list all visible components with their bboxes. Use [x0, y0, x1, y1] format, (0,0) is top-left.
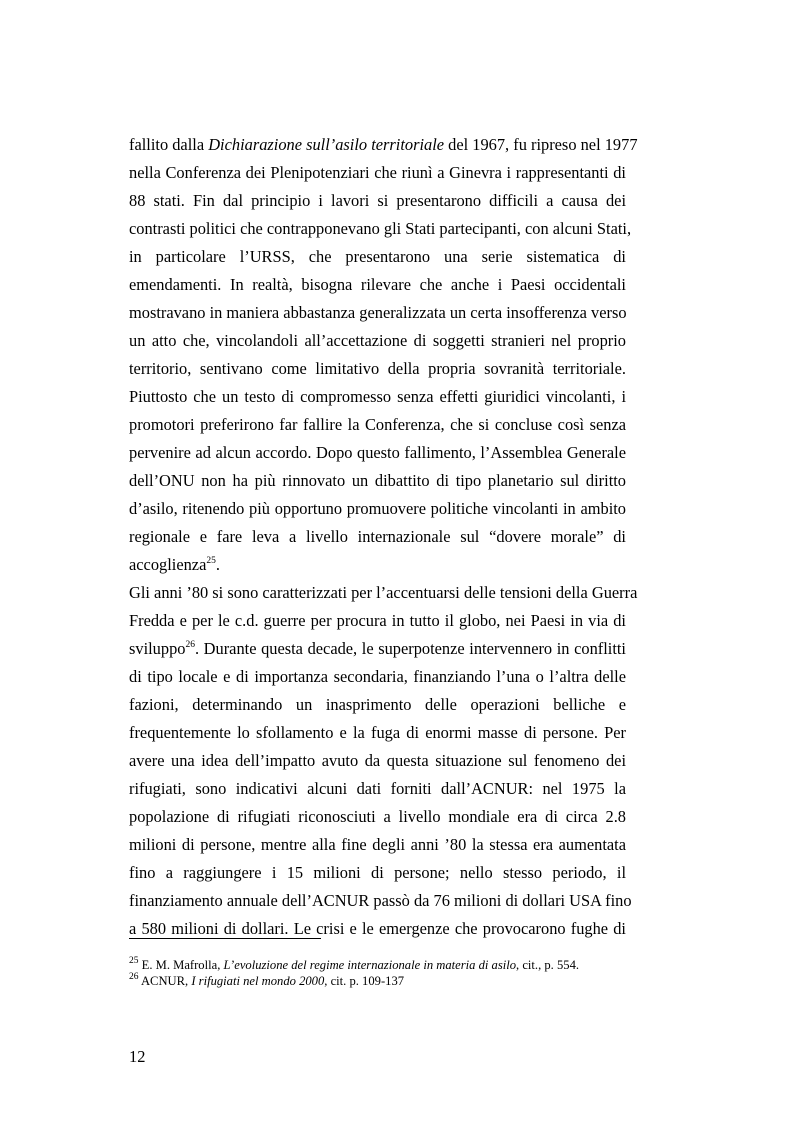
body-line: dell’ONU non ha più rinnovato un dibattito di tipo planetario sul diritto: [129, 471, 626, 490]
footnote-number: 26: [129, 971, 139, 982]
body-line: sviluppo$^{26}$. Durante questa decade, le superpotenze intervennero in conflitti: [129, 639, 626, 658]
footnote-number: 25: [129, 955, 139, 966]
body-line: accoglienza$^{25}$.: [129, 555, 220, 574]
body-line: Fredda e per le c.d. guerre per procura in tutto il globo, nei Paesi in via di: [129, 611, 626, 630]
footnote: $^{26}$ ACNUR, I rifugiati nel mondo 2000, cit. p. 109-137: [129, 971, 405, 988]
body-line: fazioni, determinando un inasprimento delle operazioni belliche e: [129, 695, 626, 714]
body-line: pervenire ad alcun accordo. Dopo questo fallimento, l’Assemblea Generale: [129, 443, 626, 462]
body-line: territorio, sentivano come limitativo della propria sovranità territoriale.: [129, 359, 626, 378]
italic-title: Dichiarazione sull’asilo territoriale: [208, 135, 445, 154]
body-line: d’asilo, ritenendo più opportuno promuovere politiche vincolanti in ambito: [129, 499, 626, 518]
body-line: regionale e fare leva a livello internazionale sul “dovere morale” di: [129, 527, 626, 546]
footnote-title: I rifugiati nel mondo 2000: [191, 974, 325, 988]
footnote-ref: 26: [185, 639, 195, 650]
body-line: milioni di persone, mentre alla fine degli anni ’80 la stessa era aumentata: [129, 835, 626, 854]
body-line: contrasti politici che contrapponevano gli Stati partecipanti, con alcuni Stati,: [129, 219, 632, 238]
footnote-separator: [129, 938, 321, 939]
footnote-ref: 25: [206, 555, 216, 566]
body-line: finanziamento annuale dell’ACNUR passò da 76 milioni di dollari USA fino: [129, 891, 632, 910]
body-line: avere una idea dell’impatto avuto da questa situazione sul fenomeno dei: [129, 751, 626, 770]
body-line: a 580 milioni di dollari. Le crisi e le emergenze che provocarono fughe di: [129, 919, 626, 938]
page-number: 12: [129, 1047, 146, 1066]
body-line: un atto che, vincolandoli all’accettazione di soggetti stranieri nel proprio: [129, 331, 626, 350]
body-line: Piuttosto che un testo di compromesso senza effetti giuridici vincolanti, i: [129, 387, 626, 406]
body-line: emendamenti. In realtà, bisogna rilevare che anche i Paesi occidentali: [129, 275, 626, 294]
body-line: frequentemente lo sfollamento e la fuga di enormi masse di persone. Per: [129, 723, 626, 742]
body-line: 88 stati. Fin dal principio i lavori si presentarono difficili a causa dei: [129, 191, 626, 210]
footnote-title: L’evoluzione del regime internazionale in materia di asilo: [223, 958, 517, 972]
body-line: fino a raggiungere i 15 milioni di persone; nello stesso periodo, il: [129, 863, 626, 882]
body-line: rifugiati, sono indicativi alcuni dati forniti dall’ACNUR: nel 1975 la: [129, 779, 626, 798]
body-line: fallito dalla Dichiarazione sull’asilo territoriale del 1967, fu ripreso nel 1977: [129, 135, 638, 154]
footnote: $^{25}$ E. M. Mafrolla, L’evoluzione del regime internazionale in materia di asilo, cit., p. 554.: [129, 955, 580, 972]
body-line: di tipo locale e di importanza secondaria, finanziando l’una o l’altra delle: [129, 667, 626, 686]
body-line: in particolare l’URSS, che presentarono una serie sistematica di: [129, 247, 626, 266]
body-line: nella Conferenza dei Plenipotenziari che riunì a Ginevra i rappresentanti di: [129, 163, 626, 182]
body-line: popolazione di rifugiati riconosciuti a livello mondiale era di circa 2.8: [129, 807, 626, 826]
body-line: mostravano in maniera abbastanza generalizzata un certa insofferenza verso: [129, 303, 627, 322]
body-line: Gli anni ’80 si sono caratterizzati per l’accentuarsi delle tensioni della Guerra: [129, 583, 638, 602]
body-line: promotori preferirono far fallire la Conferenza, che si concluse così senza: [129, 415, 626, 434]
